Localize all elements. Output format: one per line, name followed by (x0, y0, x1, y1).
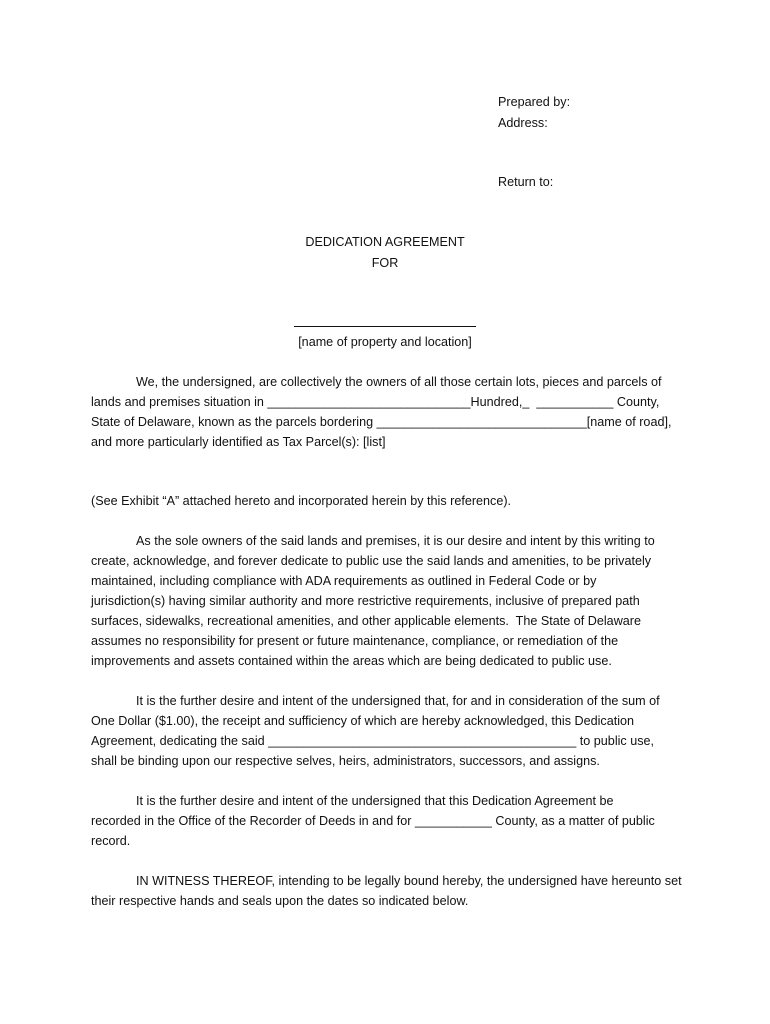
paragraph-3-line: improvements and assets contained within the areas which are being dedicated to public use. (91, 654, 612, 668)
paragraph-3-line: surfaces, sidewalks, recreational amenities, and other applicable elements. The State of Delaware (91, 614, 641, 628)
paragraph-4-line: Agreement, dedicating the said ____________________________________________ to public use, (91, 734, 655, 748)
exhibit-reference: (See Exhibit “A” attached hereto and incorporated herein by this reference). (91, 494, 512, 508)
document-title: DEDICATION AGREEMENT (305, 235, 465, 249)
paragraph-3-line: maintained, including compliance with ADA requirements as outlined in Federal Code or by (91, 574, 597, 588)
paragraph-5-line: recorded in the Office of the Recorder of Deeds in and for ___________ County, as a matter of public (91, 814, 655, 828)
paragraph-3-line: create, acknowledge, and forever dedicate to public use the said lands and amenities, to be privately (91, 554, 652, 568)
property-placeholder: [name of property and location] (298, 335, 472, 349)
witness-paragraph-line: IN WITNESS THEREOF, intending to be legally bound hereby, the undersigned have hereunto set (136, 874, 682, 888)
paragraph-5-line: record. (91, 834, 131, 848)
paragraph-4-line: It is the further desire and intent of the undersigned that, for and in consideration of the sum of (136, 694, 660, 708)
paragraph-3-line: As the sole owners of the said lands and premises, it is our desire and intent by this writing to (136, 534, 655, 548)
property-signature-line (294, 326, 476, 327)
prepared-by-label: Prepared by: (498, 95, 571, 109)
document-title-for: FOR (371, 256, 399, 270)
paragraph-5-line: It is the further desire and intent of the undersigned that this Dedication Agreement be (136, 794, 614, 808)
paragraph-1-line: and more particularly identified as Tax Parcel(s): [list] (91, 435, 386, 449)
paragraph-4-line: shall be binding upon our respective selves, heirs, administrators, successors, and assigns. (91, 754, 600, 768)
paragraph-1-line: lands and premises situation in _____________________________Hundred,_ ___________ County, (91, 395, 660, 409)
paragraph-1-line: We, the undersigned, are collectively the owners of all those certain lots, pieces and parcels of (136, 375, 662, 389)
witness-paragraph-line: their respective hands and seals upon the dates so indicated below. (91, 894, 469, 908)
address-label: Address: (498, 116, 548, 130)
paragraph-3-line: assumes no responsibility for present or future maintenance, compliance, or remediation of the (91, 634, 619, 648)
paragraph-3-line: jurisdiction(s) having similar authority and more restrictive requirements, inclusive of prepared path (91, 594, 640, 608)
paragraph-4-line: One Dollar ($1.00), the receipt and sufficiency of which are hereby acknowledged, this Dedication (91, 714, 635, 728)
paragraph-1-line: State of Delaware, known as the parcels bordering ______________________________[name of road], (91, 415, 672, 429)
return-to-label: Return to: (498, 175, 554, 189)
